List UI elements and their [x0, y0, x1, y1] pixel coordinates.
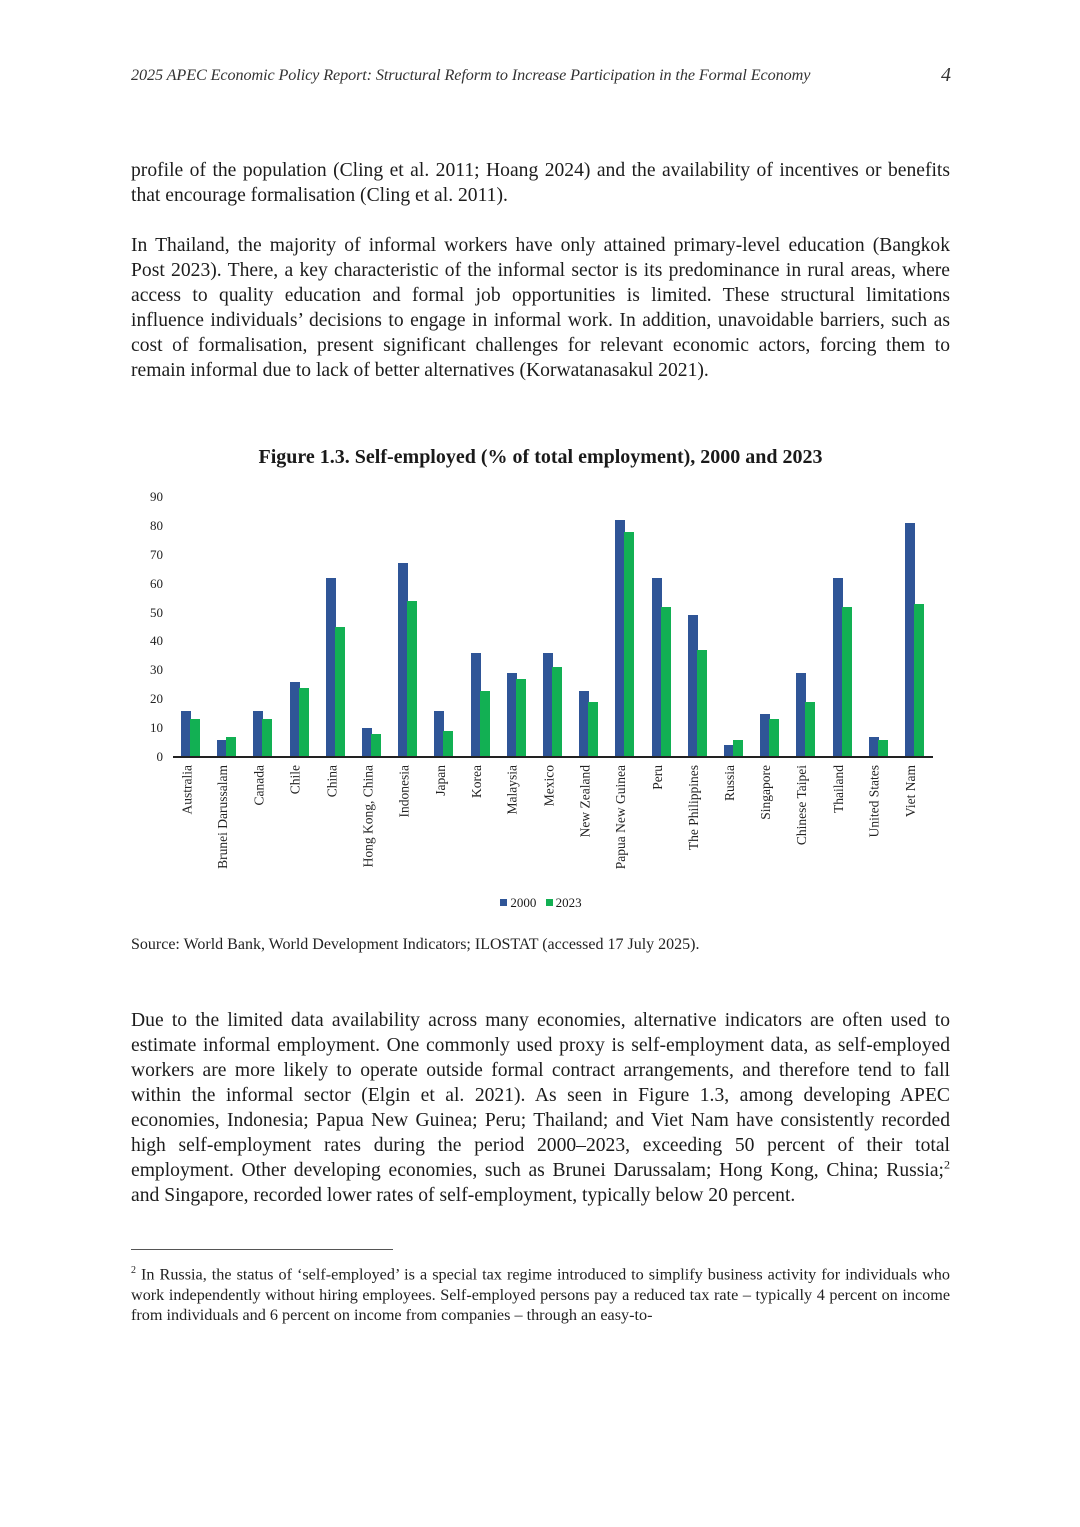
bar-group — [615, 497, 639, 757]
bar-group — [724, 497, 748, 757]
x-tick-label: Papua New Guinea — [613, 765, 629, 870]
bar-2023 — [552, 667, 562, 757]
running-header — [131, 64, 953, 88]
paragraph-2: In Thailand, the majority of informal workers have only attained primary-level education (Bangkok Post 2023). There, a key characteristic of the informal sector is its predominance in rural areas, where access to quality education and formal job opportunities is limited. These structural limitations influence individuals’ decisions to engage in informal work. In addition, unavoidable barriers, such as cost of formalisation, present significant challenges for relevant economic actors, forcing them to remain informal due to lack of better alternatives (Korwatanasakul 2021). — [131, 235, 950, 381]
bar-2023 — [226, 737, 236, 757]
y-tick-label: 0 — [156, 749, 163, 764]
bar-2023 — [407, 601, 417, 757]
x-tick-label: Viet Nam — [902, 765, 918, 818]
bar-2023 — [805, 702, 815, 757]
bar-group — [181, 497, 205, 757]
x-tick-label: Australia — [179, 765, 195, 815]
x-tick-label: Singapore — [758, 765, 774, 820]
bar-group — [796, 497, 820, 757]
bar-group — [290, 497, 314, 757]
bar-2023 — [697, 650, 707, 757]
bar-group — [543, 497, 567, 757]
legend-swatch-2000 — [500, 899, 507, 906]
bar-2023 — [299, 688, 309, 757]
page-number: 4 — [941, 64, 951, 86]
x-axis-line — [173, 756, 933, 758]
bar-group — [652, 497, 676, 757]
x-tick-label: Malaysia — [504, 765, 520, 815]
bar-group — [760, 497, 784, 757]
x-tick-label: Thailand — [830, 765, 846, 813]
paragraph-3: Due to the limited data availability across many economies, alternative indicators are often used to estimate informal employment. One commonly used proxy is self-employment data, as self-employed workers are more likely to operate outside formal contract arrangements, and therefore tend to fall within the informal sector (Elgin et al. 2021). As seen in Figure 1.3, among developing APEC economies, Indonesia; Papua New Guinea; Peru; Thailand; and Viet Nam have consistently recorded high self-employment rates during the period 2000–2023, exceeding 50 percent of their total employment. Other developing economies, such as Brunei Darussalam; Hong Kong, China; Russia;$^2$ and Singapore, recorded lower rates of self-employment, typically below 20 percent. — [131, 1010, 950, 1206]
running-title: 2025 APEC Economic Policy Report: Structural Reform to Increase Participation in the Formal Economy — [131, 66, 811, 84]
x-tick-label: Russia — [721, 765, 737, 802]
y-tick-label: 70 — [150, 546, 163, 562]
bar-group — [326, 497, 350, 757]
bar-group — [217, 497, 241, 757]
bar-2023 — [733, 740, 743, 757]
x-tick-label: Mexico — [541, 765, 556, 807]
bar-2023 — [262, 719, 272, 757]
bar-2023 — [335, 627, 345, 757]
x-tick-label: The Philippines — [685, 765, 701, 851]
figure-title: Figure 1.3. Self-employed (% of total employment), 2000 and 2023 — [258, 446, 823, 468]
x-tick-label: Brunei Darussalam — [215, 765, 231, 869]
bar-2023 — [443, 731, 453, 757]
legend-item-2023: 2023 — [546, 895, 582, 911]
bar-group — [688, 497, 712, 757]
bar-chart — [131, 485, 951, 925]
y-tick-label: 80 — [150, 517, 163, 533]
x-tick-label: United States — [866, 765, 882, 838]
x-tick-label: Japan — [432, 765, 448, 796]
bar-2023 — [878, 740, 888, 757]
bar-group — [507, 497, 531, 757]
bar-2023 — [190, 719, 200, 757]
bar-2023 — [516, 679, 526, 757]
bar-2023 — [769, 719, 779, 757]
bar-group — [833, 497, 857, 757]
chart-legend — [131, 895, 951, 911]
bar-group — [869, 497, 893, 757]
bar-group — [579, 497, 603, 757]
bar-2023 — [371, 734, 381, 757]
x-tick-label: New Zealand — [577, 765, 593, 838]
bar-group — [471, 497, 495, 757]
bar-2023 — [624, 532, 634, 757]
y-tick-label: 90 — [150, 489, 163, 504]
x-tick-label: Canada — [251, 765, 267, 806]
bar-group — [434, 497, 458, 757]
legend-swatch-2023 — [546, 899, 553, 906]
bar-2023 — [914, 604, 924, 757]
paragraph-1: profile of the population (Cling et al. 2011; Hoang 2024) and the availability of incentives or benefits that encourage formalisation (Cling et al. 2011). — [131, 160, 950, 206]
y-tick-label: 40 — [150, 633, 163, 649]
x-tick-label: Chinese Taipei — [794, 765, 810, 846]
legend-item-2000: 2000 — [500, 895, 536, 911]
y-tick-label: 20 — [150, 691, 163, 707]
y-tick-label: 10 — [150, 720, 163, 736]
footnote-divider — [131, 1249, 393, 1250]
x-tick-label: Peru — [649, 765, 665, 790]
y-tick-label: 30 — [150, 662, 163, 678]
footnote-2: $^2$ In Russia, the status of ‘self-employed’ is a special tax regime introduced to simplify business activity for individuals who work independently without hiring employees. Self-employed persons pay a reduced tax rate – typically 4 percent on income from individuals and 6 percent on income from companies – through an easy-to- — [131, 1265, 950, 1325]
bar-2023 — [480, 691, 490, 757]
bar-2023 — [661, 607, 671, 757]
bar-group — [905, 497, 929, 757]
figure-source: Source: World Bank, World Development Indicators; ILOSTAT (accessed 17 July 2025). — [131, 936, 700, 953]
footnote-ref[interactable]: 2 — [944, 1157, 950, 1172]
bar-2023 — [842, 607, 852, 757]
x-tick-label: China — [323, 765, 339, 798]
x-tick-label: Chile — [287, 765, 303, 795]
bar-group — [398, 497, 422, 757]
x-tick-label: Indonesia — [396, 765, 412, 818]
plot-area — [173, 497, 933, 757]
x-tick-label: Korea — [468, 765, 484, 798]
x-tick-label: Hong Kong, China — [360, 765, 376, 868]
y-tick-label: 50 — [150, 604, 163, 620]
y-tick-label: 60 — [150, 575, 163, 591]
bar-group — [362, 497, 386, 757]
bar-2023 — [588, 702, 598, 757]
bar-group — [253, 497, 277, 757]
